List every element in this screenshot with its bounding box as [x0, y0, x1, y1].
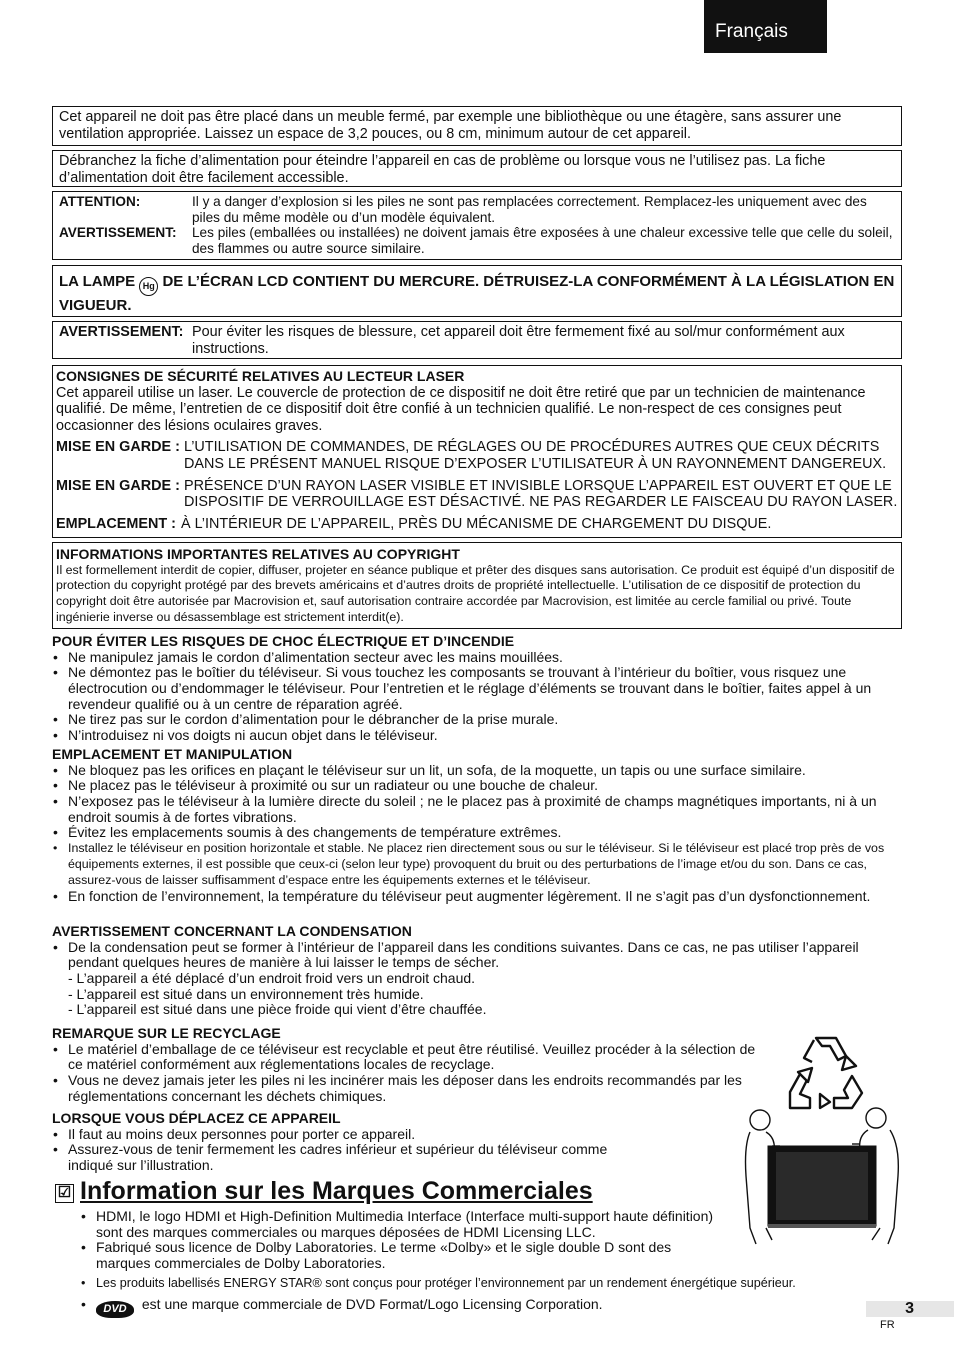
laser-caution-2 — [56, 478, 898, 511]
shock-title: POUR ÉVITER LES RISQUES DE CHOC ÉLECTRIQUE ET D’INCENDIE — [52, 633, 515, 649]
lamp-text-a: LA LAMPE — [59, 273, 136, 290]
condensation-section — [52, 923, 902, 1018]
list-item: • En fonction de l’environnement, la température du téléviseur peut augmenter légèrement. Il ne s’agit pas d’un dysfonctionnement. — [52, 889, 902, 905]
fixing-row — [59, 324, 895, 357]
list-item: • Fabriqué sous licence de Dolby Laboratories. Le terme «Dolby» et le sigle double D sont des marques commerciales de Dolby Laboratories. — [80, 1240, 720, 1271]
attention-label: ATTENTION: — [59, 194, 141, 209]
recycling-list — [52, 1042, 767, 1105]
list-item: • Ne placez pas le téléviseur à proximité ou sur un radiateur ou une bouche de chaleur. — [52, 778, 902, 794]
battery-warning-box — [52, 191, 902, 260]
caution-2-label: MISE EN GARDE : — [56, 477, 180, 494]
lamp-text-b: DE L’ÉCRAN LCD CONTIENT DU MERCURE. DÉTRUISEZ-LA CONFORMÉMENT À LA LÉGISLATION EN VIGUEUR. — [59, 273, 895, 314]
condensation-list — [52, 940, 902, 971]
caution-1-label: MISE EN GARDE : — [56, 439, 180, 456]
list-item: • De la condensation peut se former à l’intérieur de l’appareil dans les conditions suivantes. Dans ce cas, ne pas utiliser l’appareil pendant quelques heures de manière à lui laisser le temps de sécher. — [52, 940, 902, 971]
laser-body: Cet appareil utilise un laser. Le couvercle de protection de ce dispositif ne doit être retiré que par un technicien de maintenance qualifié. De même, l’entretien de ce dispositif doit être confié à un technicien qualifié. Le non-respect de ces consignes peut occasionner des lésions oculaires graves. — [56, 384, 866, 434]
laser-caution-1 — [56, 439, 898, 472]
mercury-lamp-box — [52, 265, 902, 317]
unplug-warning-box — [52, 150, 902, 187]
energy-star-row — [80, 1276, 900, 1292]
list-item: • Il faut au moins deux personnes pour porter ce appareil. — [52, 1127, 612, 1143]
dvd-trademark-row — [80, 1296, 900, 1318]
trademarks-section — [80, 1209, 720, 1272]
recycling-section — [52, 1025, 767, 1104]
two-people-carrying-tv-illustration — [742, 1106, 902, 1246]
list-item: • Ne manipulez jamais le cordon d’alimentation secteur avec les mains mouillées. — [52, 650, 902, 666]
condensation-title: AVERTISSEMENT CONCERNANT LA CONDENSATION — [52, 923, 412, 939]
condition-item: - L’appareil est situé dans un environnement très humide. — [68, 985, 424, 1002]
ventilation-warning-text: Cet appareil ne doit pas être placé dans un meuble fermé, par exemple une bibliothèque ou une étagère, sans assurer une ventilation appropriée. Laissez un espace de 3,2 pouces, ou 8 cm, minimum autour de cet appareil. — [59, 109, 842, 142]
laser-location — [56, 516, 898, 533]
shock-section — [52, 633, 902, 744]
fixing-label: AVERTISSEMENT: — [59, 324, 184, 340]
unplug-warning-text: Débranchez la fiche d’alimentation pour éteindre l’appareil en cas de problème ou lorsque vous ne l’utilisez pas. La fiche d’alimentation doit être facilement accessible. — [59, 153, 826, 186]
language-tab: Français — [704, 0, 827, 53]
shock-list — [52, 650, 902, 744]
attention-text: Il y a danger d’explosion si les piles ne sont pas remplacées correctement. Remplacez-les uniquement avec des piles du même modèle ou d’un modèle équivalent. — [192, 194, 867, 225]
list-item: • HDMI, le logo HDMI et High-Definition Multimedia Interface (Interface multi-support haute définition) sont des marques commerciales ou marques déposées de HDMI Licensing LLC. — [80, 1209, 720, 1240]
caution-2-text: PRÉSENCE D’UN RAYON LASER VISIBLE ET INVISIBLE LORSQUE L’APPAREIL EST OUVERT ET QUE LE DISPOSITIF DE VERROUILLAGE EST DÉSACTIVÉ. NE PAS REGARDER LE FAISCEAU DU RAYON LASER. — [184, 477, 898, 511]
moving-section — [52, 1110, 612, 1174]
dvd-list — [80, 1296, 900, 1318]
placement-title: EMPLACEMENT ET MANIPULATION — [52, 746, 293, 762]
condition-item: - L’appareil a été déplacé d’un endroit froid vers un endroit chaud. — [68, 970, 476, 986]
condensation-conditions — [52, 971, 902, 1018]
attention-row — [59, 194, 895, 225]
fixing-warning-box — [52, 321, 902, 359]
moving-title: LORSQUE VOUS DÉPLACEZ CE APPAREIL — [52, 1110, 341, 1126]
trademarks-list — [80, 1209, 720, 1272]
list-item: • Assurez-vous de tenir fermement les cadres inférieur et supérieur du téléviseur comme indiqué sur l’illustration. — [52, 1142, 612, 1173]
language-code: FR — [880, 1319, 895, 1331]
caution-1-text: L’UTILISATION DE COMMANDES, DE RÉGLAGES OU DE PROCÉDURES AUTRES QUE CEUX DÉCRITS DANS LE PRÉSENT MANUEL RISQUE D’EXPOSER L’UTILISATEUR À UN RAYONNEMENT DANGEREUX. — [184, 439, 887, 472]
mercury-hg-icon: Hg — [139, 277, 158, 296]
energy-star-list — [80, 1276, 900, 1292]
battery-avert-row — [59, 225, 895, 256]
placement-section — [52, 746, 902, 904]
location-text: À L’INTÉRIEUR DE L’APPAREIL, PRÈS DU MÉCANISME DE CHARGEMENT DU DISQUE. — [181, 515, 772, 532]
location-label: EMPLACEMENT : — [56, 515, 176, 532]
page-number: 3 — [866, 1301, 954, 1317]
list-item: • Vous ne devez jamais jeter les piles ni les incinérer mais les déposer dans les endroits recommandés par les réglementations concernant les déchets chimiques. — [52, 1073, 767, 1104]
placement-list — [52, 763, 902, 905]
list-item — [80, 1296, 900, 1318]
recycling-title: REMARQUE SUR LE RECYCLAGE — [52, 1025, 281, 1041]
avert-text: Les piles (emballées ou installées) ne doivent jamais être exposées à une chaleur excessive telle que celle du soleil, des flammes ou autre source similaire. — [192, 225, 893, 256]
list-item: • Le matériel d’emballage de ce téléviseur est recyclable et peut être réutilisé. Veuillez procéder à la sélection de ce matériel conformément aux réglementations locales de recyclage. — [52, 1042, 767, 1073]
recycle-icon — [786, 1032, 866, 1110]
list-item: • Installez le téléviseur en position horizontale et stable. Ne placez rien directement sous ou sur le téléviseur. Si le téléviseur est placé trop près de vos équipements externes, il est possible que ceux-ci (selon leur type) provoquent du bruit ou des perturbations de l’image et/ou du son. Dans ce cas, assurez-vous de laisser suffisamment d’espace entre les équipements externes et le téléviseur. — [52, 841, 902, 888]
laser-safety-box — [52, 365, 902, 538]
avert-label: AVERTISSEMENT: — [59, 225, 177, 241]
ventilation-warning-box — [52, 106, 902, 146]
checkbox-icon: ☑ — [55, 1184, 74, 1203]
list-item: • Ne tirez pas sur le cordon d’alimentation pour le débrancher de la prise murale. — [52, 712, 902, 728]
dvd-logo-icon: DVD — [96, 1301, 134, 1318]
list-item: • Ne bloquez pas les orifices en plaçant le téléviseur sur un lit, un sofa, de la moquette, un tapis ou une surface similaire. — [52, 763, 902, 779]
copyright-title: INFORMATIONS IMPORTANTES RELATIVES AU COPYRIGHT — [56, 546, 460, 562]
trademarks-title: Information sur les Marques Commerciales — [80, 1177, 593, 1205]
list-item: • Évitez les emplacements soumis à des changements de température extrêmes. — [52, 825, 902, 841]
list-item: • N’exposez pas le téléviseur à la lumière directe du soleil ; ne le placez pas à proximité de champs magnétiques importants, ni à un endroit soumis à de fortes vibrations. — [52, 794, 902, 825]
laser-title: CONSIGNES DE SÉCURITÉ RELATIVES AU LECTEUR LASER — [56, 368, 465, 384]
trademarks-heading — [55, 1176, 593, 1206]
list-item: • N’introduisez ni vos doigts ni aucun objet dans le téléviseur. — [52, 728, 902, 744]
fixing-text: Pour éviter les risques de blessure, cet appareil doit être fermement fixé au sol/mur conformément aux instructions. — [192, 324, 845, 357]
copyright-body: Il est formellement interdit de copier, diffuser, projeter en séance publique et prêter des disques sans autorisation. Ce produit est équipé d’un dispositif de protection du copyright protégé par des brevets américains et d’autres droits de propriété intellectuelle. L’utilisation de ce dispositif de protection du copyright doit être autorisée par Macrovision et, sauf autorisation contraire accordée par Macrovision, est limitée au cercle familial ou privé. Toute ingénierie inverse ou désassemblage est strictement interdit(e). — [56, 562, 895, 624]
dvd-trademark-text: est une marque commerciale de DVD Format/Logo Licensing Corporation. — [141, 1296, 603, 1312]
condition-item: - L’appareil est situé dans une pièce froide qui vient d’être chauffée. — [68, 1001, 487, 1017]
list-item: • Les produits labellisés ENERGY STAR® sont conçus pour protéger l’environnement par un rendement énergétique supérieur. — [80, 1276, 900, 1292]
moving-list — [52, 1127, 612, 1174]
list-item: • Ne démontez pas le boîtier du téléviseur. Si vous touchez les composants se trouvant à l’intérieur du boîtier, vous risquez une électrocution ou d’endommager le téléviseur. Pour l’entretien et le réglage d’éléments se trouvant dans le boîtier, faites appel à un revendeur qualifié ou à un centre de réparation agréé. — [52, 665, 902, 712]
copyright-box — [52, 542, 902, 629]
